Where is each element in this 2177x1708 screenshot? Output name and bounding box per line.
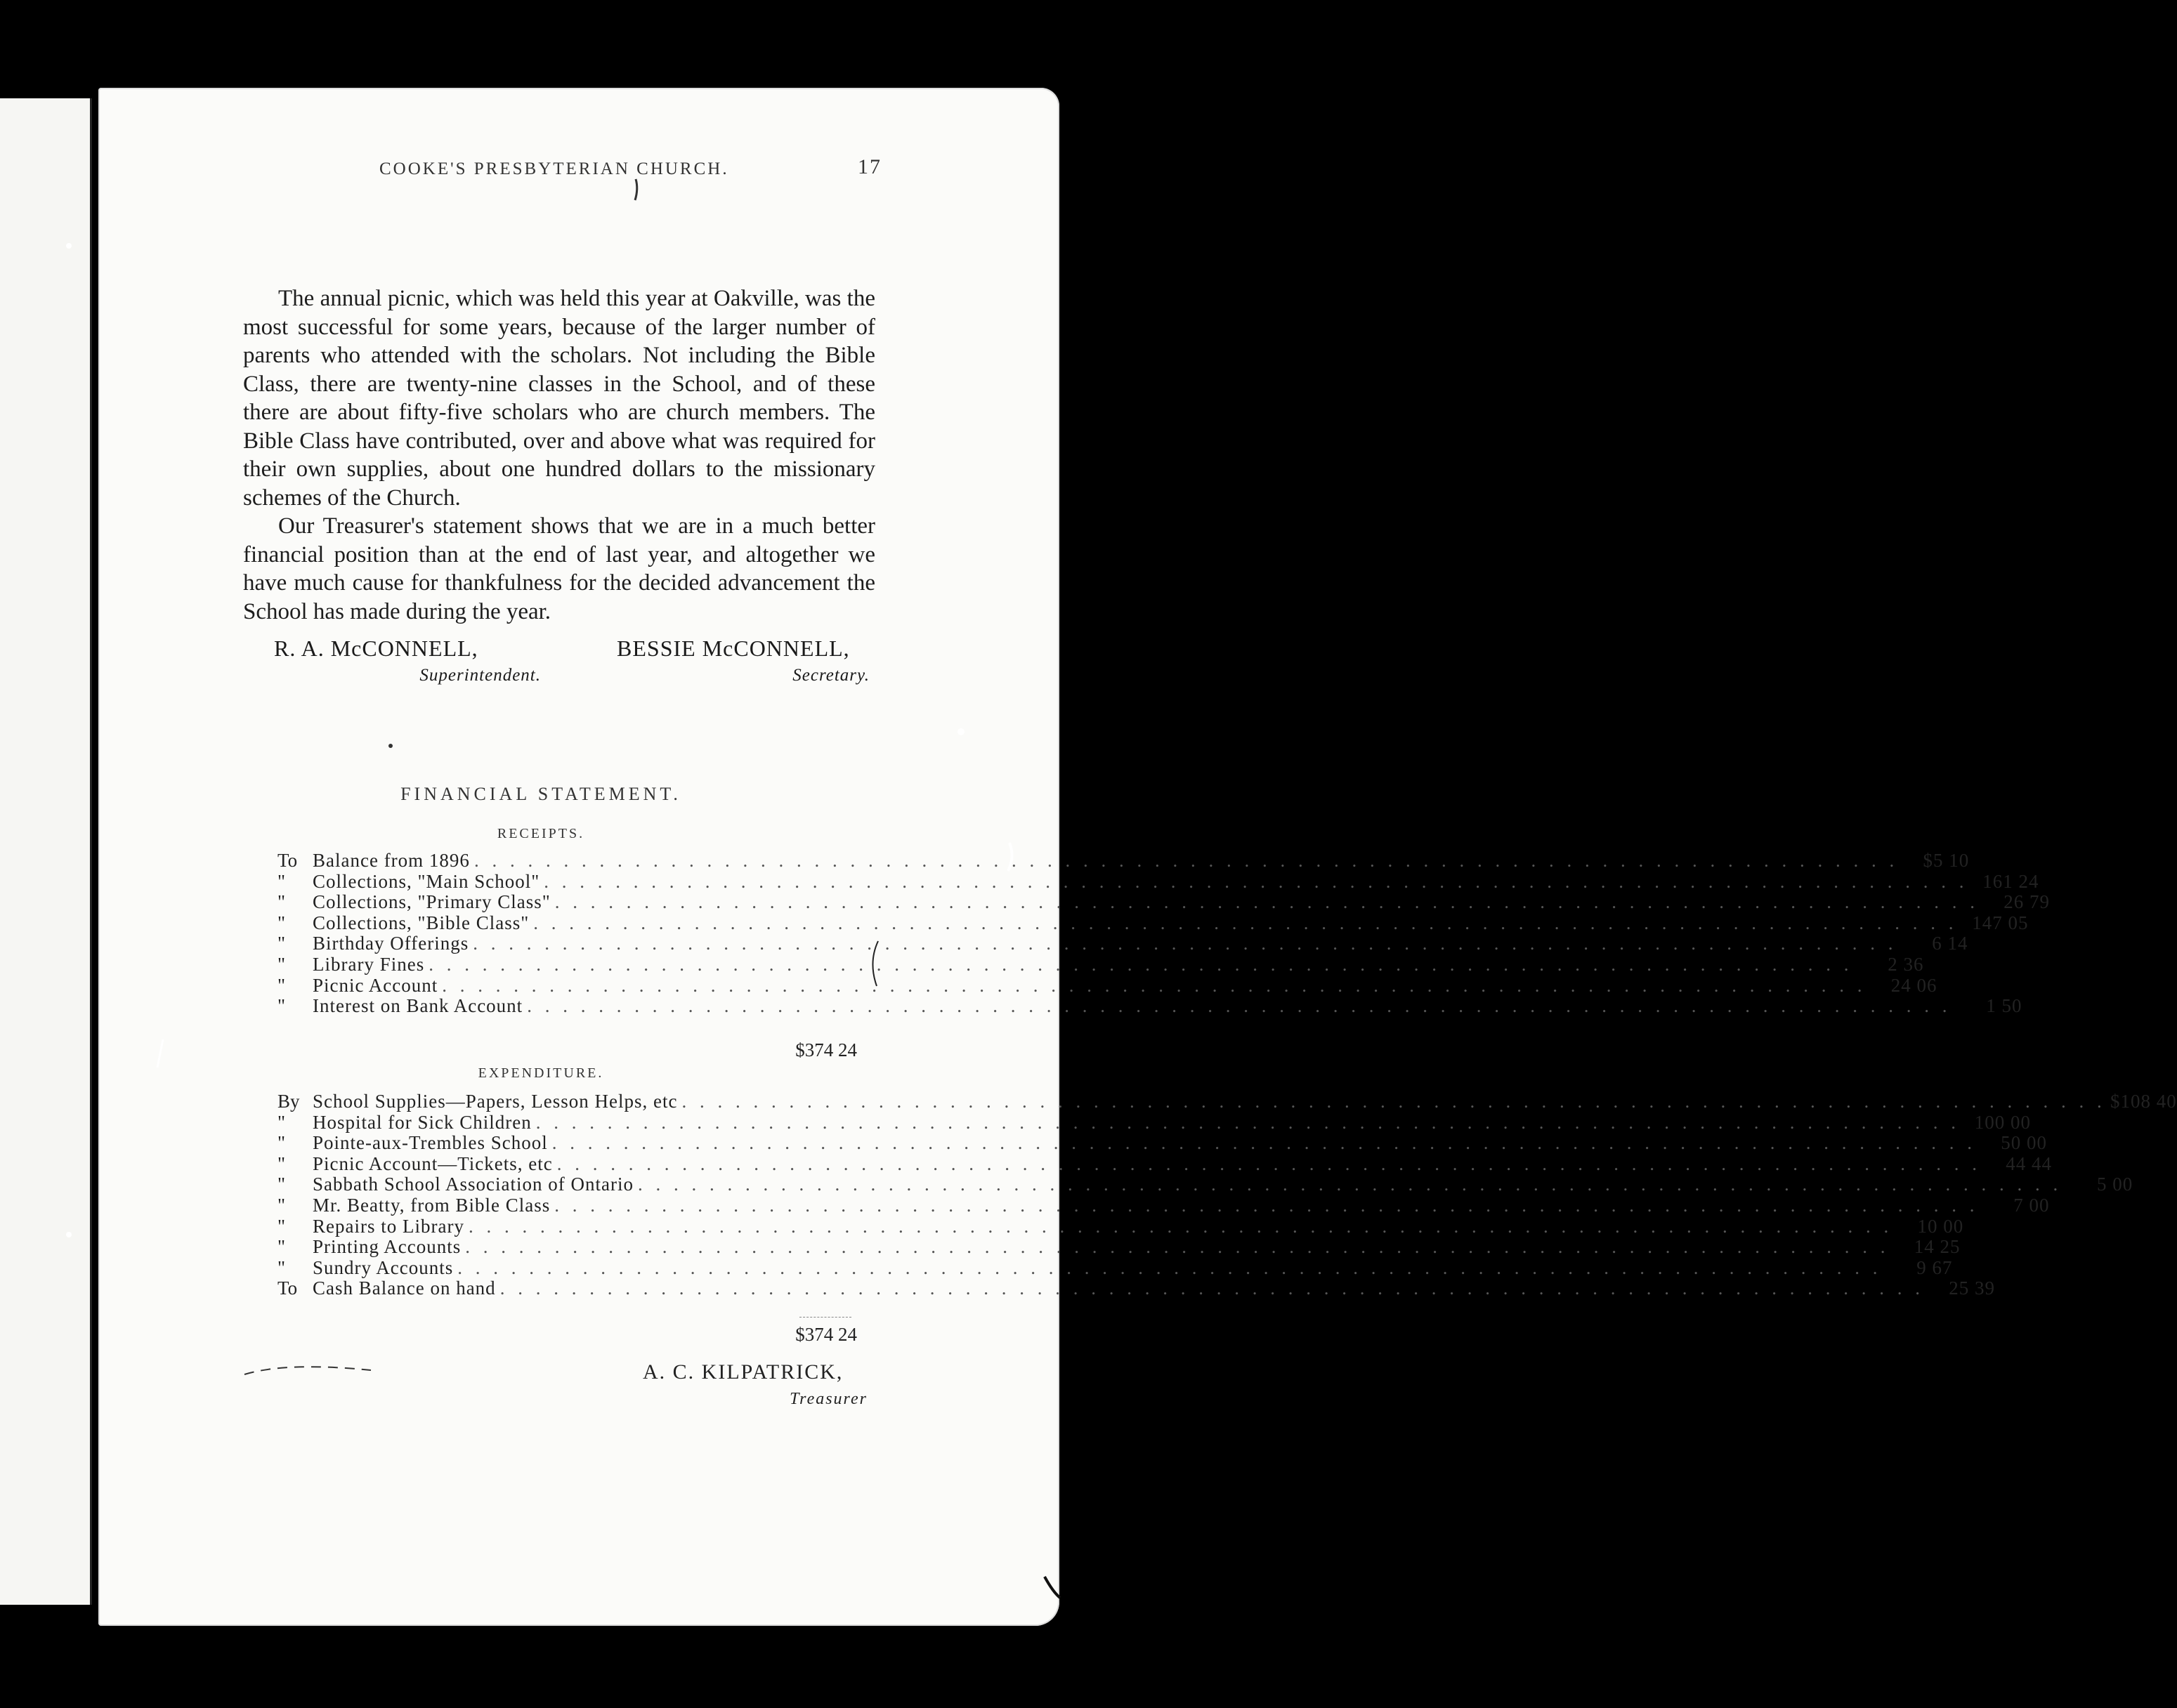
leader-dots: . . . . . . . . . . . . . . . . . . . . . . . . . . . . . . . . . . . . . . . . . . . . . . . . . . . . . . . . . . . . . . . . . . . . . . . . . . . . . . . . (533, 912, 1958, 933)
ledger-amount: 50 00 (2001, 1132, 2047, 1154)
ledger-prefix: " (277, 1174, 286, 1195)
signer-role: Treasurer (790, 1390, 868, 1408)
leader-dots: . . . . . . . . . . . . . . . . . . . . . . . . . . . . . . . . . . . . . . . . . . . . . . . . . . . . . . . . . . . . . . . . . . . . . . . . . . . . . . . . (554, 891, 1980, 913)
page-number: 17 (858, 155, 882, 178)
ledger-row (277, 953, 1924, 975)
ledger-label: Picnic Account—Tickets, etc (313, 1152, 553, 1174)
leader-dots: . . . . . . . . . . . . . . . . . . . . . . . . . . . . . . . . . . . . . . . . . . . . . . . . . . . . . . . . . . . . . . . . . . . . . . . . . . . . . . . . (535, 1111, 1960, 1133)
expenditure-total: $374 24 (795, 1324, 857, 1345)
leader-dots: . . . . . . . . . . . . . . . . . . . . . . . . . . . . . . . . . . . . . . . . . . . . . . . . . . . . . . . . . . . . . . . . . . . . . . . . . . . . . . . . (551, 1132, 1976, 1154)
ledger-label: Collections, "Bible Class" (313, 912, 530, 933)
receipts-ledger (277, 850, 2051, 1017)
ledger-row (277, 870, 2039, 892)
ledger-label: Sundry Accounts (313, 1256, 454, 1278)
signer-role: Secretary. (792, 666, 870, 685)
ledger-prefix: " (277, 1152, 286, 1174)
ledger-amount: 161 24 (1982, 870, 2039, 892)
ledger-label: Library Fines (313, 953, 425, 975)
paragraph: The annual picnic, which was held this year at Oakville, was the most successful for some years, because of the larger number of parents who attended with the scholars. Not including the Bible Class, there are twenty-nine classes in the School, and of these there are about fifty-five scholars who are church members. The Bible Class have contributed, over and above what was required for their own supplies, about one hundred dollars to the missionary schemes of the Church. (243, 286, 875, 511)
ledger-label: Collections, "Primary Class" (313, 891, 551, 913)
leader-dots: . . . . . . . . . . . . . . . . . . . . . . . . . . . . . . . . . . . . . . . . . . . . . . . . . . . . . . . . . . . . . . . . . . . . . . . . . . . . . . . . (637, 1174, 2062, 1195)
ledger-amount: 44 44 (2006, 1152, 2052, 1174)
ledger-amount: 2 36 (1888, 953, 1924, 975)
ledger-prefix: " (277, 933, 286, 954)
ledger-label: Sabbath School Association of Ontario (313, 1174, 634, 1195)
secretary-signature (617, 636, 870, 685)
ledger-label: Interest on Bank Account (313, 995, 523, 1017)
ledger-label: Repairs to Library (313, 1215, 464, 1237)
receipts-total: $374 24 (795, 1039, 857, 1060)
ledger-prefix: " (277, 1256, 286, 1278)
superintendent-signature (274, 636, 541, 685)
ledger-prefix: " (277, 1236, 286, 1258)
header-title: COOKE'S PRESBYTERIAN CHURCH. (379, 159, 729, 178)
ledger-label: Cash Balance on hand (313, 1277, 496, 1299)
ledger-label: Birthday Offerings (313, 933, 469, 954)
ledger-row (277, 974, 1937, 996)
ledger-amount: 100 00 (1974, 1111, 2031, 1133)
ledger-row (277, 1152, 2052, 1174)
ledger-amount: 10 00 (1917, 1215, 1964, 1237)
ledger-prefix: " (277, 974, 286, 996)
ledger-label: Picnic Account (313, 974, 438, 996)
report-signatures (274, 636, 878, 699)
ledger-row (277, 1215, 1964, 1237)
ledger-amount: 1 50 (1986, 995, 2022, 1017)
ledger-label: Printing Accounts (313, 1236, 462, 1258)
ledger-amount: 7 00 (2013, 1194, 2050, 1216)
ledger-row (277, 1174, 2133, 1195)
leader-dots: . . . . . . . . . . . . . . . . . . . . . . . . . . . . . . . . . . . . . . . . . . . . . . . . . . . . . . . . . . . . . . . . . . . . . . . . . . . . . . . . (468, 1215, 1893, 1237)
ledger-amount: 26 79 (2003, 891, 2051, 913)
ledger-row (277, 1132, 2047, 1154)
leader-dots: . . . . . . . . . . . . . . . . . . . . . . . . . . . . . . . . . . . . . . . . . . . . . . . . . . . . . . . . . . . . . . . . . . . . . . . . . . . . . . . . (442, 974, 1867, 996)
ledger-row (277, 1111, 2031, 1133)
ledger-amount: 5 00 (2096, 1174, 2133, 1195)
ledger-prefix: " (277, 1215, 286, 1237)
ledger-prefix: To (277, 1277, 298, 1299)
ledger-row (277, 1194, 2050, 1216)
ledger-amount: $5 10 (1923, 850, 1970, 871)
ledger-prefix: " (277, 995, 286, 1017)
leader-dots: . . . . . . . . . . . . . . . . . . . . . . . . . . . . . . . . . . . . . . . . . . . . . . . . . . . . . . . . . . . . . . . . . . . . . . . . . . . . . . . . (473, 850, 1899, 871)
signer-name: BESSIE McCONNELL, (617, 636, 850, 661)
ledger-prefix: By (277, 1091, 300, 1112)
ledger-row (277, 1236, 1961, 1258)
financial-statement-title: FINANCIAL STATEMENT. (400, 784, 681, 804)
ledger-row (277, 1256, 1953, 1278)
leader-dots: . . . . . . . . . . . . . . . . . . . . . . . . . . . . . . . . . . . . . . . . . . . . . . . . . . . . . . . . . . . . . . . . . . . . . . . . . . . . . . . . (429, 953, 1853, 975)
ledger-prefix: To (277, 850, 298, 871)
leader-dots: . . . . . . . . . . . . . . . . . . . . . . . . . . . . . . . . . . . . . . . . . . . . . . . . . . . . . . . . . . . . . . . . . . . . . . . . . . . . . . . . (499, 1277, 1924, 1299)
ledger-prefix: " (277, 891, 286, 913)
ledger-label: Collections, "Main School" (313, 870, 540, 892)
leader-dots: . . . . . . . . . . . . . . . . . . . . . . . . . . . . . . . . . . . . . . . . . . . . . . . . . . . . . . . . . . . . . . . . . . . . . . . . . . . . . . . . (527, 995, 1952, 1017)
ledger-row (277, 995, 2022, 1017)
leader-dots: . . . . . . . . . . . . . . . . . . . . . . . . . . . . . . . . . . . . . . . . . . . . . . . . . . . . . . . . . . . . . . . . . . . . . . . . . . . . . . . . (465, 1236, 1890, 1258)
ledger-prefix: " (277, 953, 286, 975)
ledger-row (277, 891, 2051, 913)
ledger-label: School Supplies—Papers, Lesson Helps, etc (313, 1091, 678, 1112)
ledger-row (277, 1277, 1995, 1299)
report-body (243, 284, 875, 626)
ledger-label: Pointe-aux-Trembles School (313, 1132, 548, 1154)
ledger-label: Hospital for Sick Children (313, 1111, 532, 1133)
ledger-amount: 147 05 (1972, 912, 2029, 933)
treasurer-signature (643, 1360, 868, 1409)
ledger-amount: 25 39 (1949, 1277, 1995, 1299)
running-header (299, 144, 889, 186)
ledger-prefix: " (277, 870, 286, 892)
ledger-label: Mr. Beatty, from Bible Class (313, 1194, 551, 1216)
ledger-row (277, 1091, 2177, 1112)
facing-page-edge (0, 98, 92, 1605)
signer-role: Superintendent. (419, 666, 541, 685)
ledger-label: Balance from 1896 (313, 850, 470, 871)
ledger-row (277, 912, 2029, 933)
paragraph: Our Treasurer's statement shows that we are in a much better financial position than at the end of last year, and altogether we have much cause for thankfulness for the decided advancement the School has made during the year. (243, 513, 875, 624)
ledger-amount: 9 67 (1916, 1256, 1953, 1278)
expenditure-title: EXPENDITURE. (478, 1065, 604, 1081)
leader-dots: . . . . . . . . . . . . . . . . . . . . . . . . . . . . . . . . . . . . . . . . . . . . . . . . . . . . . . . . . . . . . . . . . . . . . . . . . . . . . . . . (556, 1152, 1981, 1174)
ledger-row (277, 933, 1968, 954)
ledger-amount: 6 14 (1932, 933, 1968, 954)
signer-name: A. C. KILPATRICK, (643, 1360, 844, 1384)
signer-name: R. A. McCONNELL, (274, 636, 478, 661)
expenditure-ledger (277, 1091, 2177, 1299)
leader-dots: . . . . . . . . . . . . . . . . . . . . . . . . . . . . . . . . . . . . . . . . . . . . . . . . . . . . . . . . . . . . . . . . . . . . . . . . . . . . . . . . (681, 1091, 2106, 1112)
total-rule (799, 1317, 851, 1318)
ledger-prefix: " (277, 1132, 286, 1154)
leader-dots: . . . . . . . . . . . . . . . . . . . . . . . . . . . . . . . . . . . . . . . . . . . . . . . . . . . . . . . . . . . . . . . . . . . . . . . . . . . . . . . . (457, 1256, 1882, 1278)
leader-dots: . . . . . . . . . . . . . . . . . . . . . . . . . . . . . . . . . . . . . . . . . . . . . . . . . . . . . . . . . . . . . . . . . . . . . . . . . . . . . . . . (544, 870, 1968, 892)
ledger-amount: 14 25 (1914, 1236, 1961, 1258)
receipts-title: RECEIPTS. (497, 826, 585, 841)
leader-dots: . . . . . . . . . . . . . . . . . . . . . . . . . . . . . . . . . . . . . . . . . . . . . . . . . . . . . . . . . . . . . . . . . . . . . . . . . . . . . . . . (554, 1194, 1979, 1216)
ledger-prefix: " (277, 912, 286, 933)
ledger-prefix: " (277, 1111, 286, 1133)
ledger-row (277, 850, 1970, 871)
ledger-prefix: " (277, 1194, 286, 1216)
ledger-amount: 24 06 (1890, 974, 1937, 996)
ledger-amount: $108 40 (2110, 1091, 2177, 1112)
leader-dots: . . . . . . . . . . . . . . . . . . . . . . . . . . . . . . . . . . . . . . . . . . . . . . . . . . . . . . . . . . . . . . . . . . . . . . . . . . . . . . . . (473, 933, 1897, 954)
